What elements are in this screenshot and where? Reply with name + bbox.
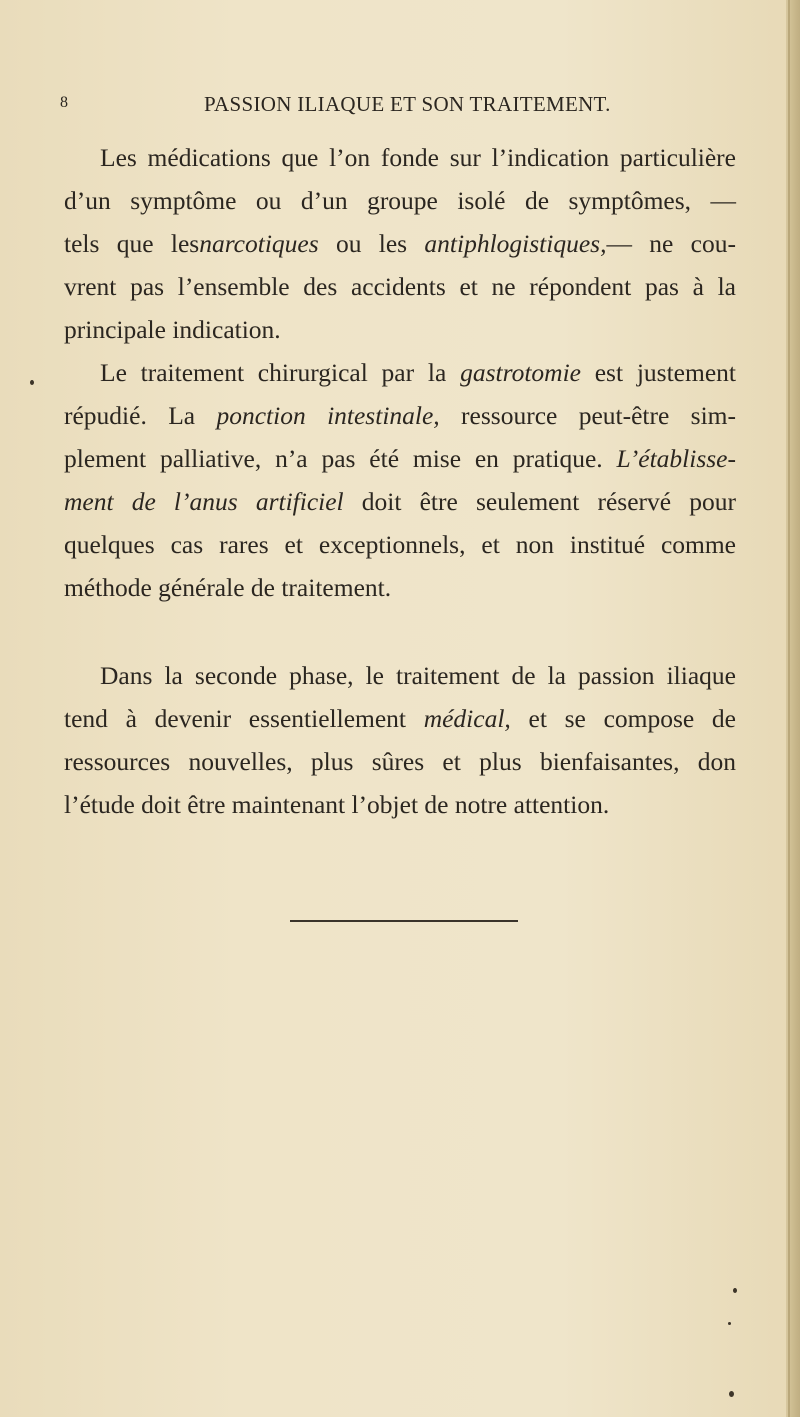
page-number: 8	[60, 94, 69, 111]
ink-speck	[729, 1391, 734, 1397]
p2-line-4	[64, 480, 736, 523]
p1-line-4: vrent pas l’ensemble des accidents et ne répondent pas à la	[64, 272, 736, 301]
p2-line-5: quelques cas rares et exceptionnels, et non institué comme	[64, 530, 736, 559]
p3-line-2	[64, 697, 736, 740]
p2-line-2-post: ressource peut-être sim-	[439, 401, 737, 430]
p1-line-2: d’un symptôme ou d’un groupe isolé de symptômes, —	[64, 186, 736, 215]
page-edge-line	[788, 0, 790, 1417]
p2-line-6: méthode générale de traitement.	[64, 573, 392, 602]
p3-line-2-pre: tend à devenir essentiellement	[64, 704, 424, 733]
paragraph-gap	[64, 609, 736, 654]
p3-line-2-post: et se compose de	[510, 704, 736, 733]
p2-line-2	[64, 394, 736, 437]
p2-line-1-pre: Le traitement chirurgical par la	[100, 358, 461, 387]
p1-line-3-post: — ne cou-	[606, 229, 736, 258]
p1-line-3	[64, 222, 736, 265]
p2-em-anus-artificiel: ment de l’anus artificiel	[64, 487, 344, 516]
section-end-rule	[290, 920, 518, 922]
p2-em-etablissement: L’établisse-	[616, 444, 736, 473]
p2-em-ponction: ponction intestinale,	[216, 401, 440, 430]
p2-line-4-post: doit être seulement réservé pour	[343, 487, 736, 516]
p3-line-1: Dans la seconde phase, le traitement de la passion iliaque	[100, 661, 736, 690]
p1-line-1: Les médications que l’on fonde sur l’indication particulière	[100, 143, 736, 172]
p1-line-3-pre: tels que les	[64, 229, 200, 258]
p2-line-3	[64, 437, 736, 480]
p2-line-1	[64, 351, 736, 394]
p2-line-1-post: est justement	[580, 358, 736, 387]
p1-line-5: principale indication.	[64, 315, 281, 344]
p3-em-medical: médical,	[423, 704, 511, 733]
ink-speck	[733, 1288, 737, 1293]
body-text	[64, 136, 736, 826]
running-title: PASSION ILIAQUE ET SON TRAITEMENT.	[204, 92, 611, 116]
ink-speck	[30, 380, 34, 385]
p2-line-2-pre: répudié. La	[64, 401, 217, 430]
p3-line-4: l’étude doit être maintenant l’objet de notre attention.	[64, 790, 610, 819]
p1-em-antiphlogistiques: antiphlogistiques,	[424, 229, 607, 258]
p1-line-3-mid: ou les	[318, 229, 425, 258]
p1-em-narcotiques: narcotiques	[199, 229, 319, 258]
p3-line-3: ressources nouvelles, plus sûres et plus bienfaisantes, don	[64, 747, 736, 776]
ink-speck	[728, 1322, 731, 1325]
running-header	[60, 92, 620, 122]
p2-line-3-pre: plement palliative, n’a pas été mise en pratique.	[64, 444, 617, 473]
p2-em-gastrotomie: gastrotomie	[460, 358, 581, 387]
